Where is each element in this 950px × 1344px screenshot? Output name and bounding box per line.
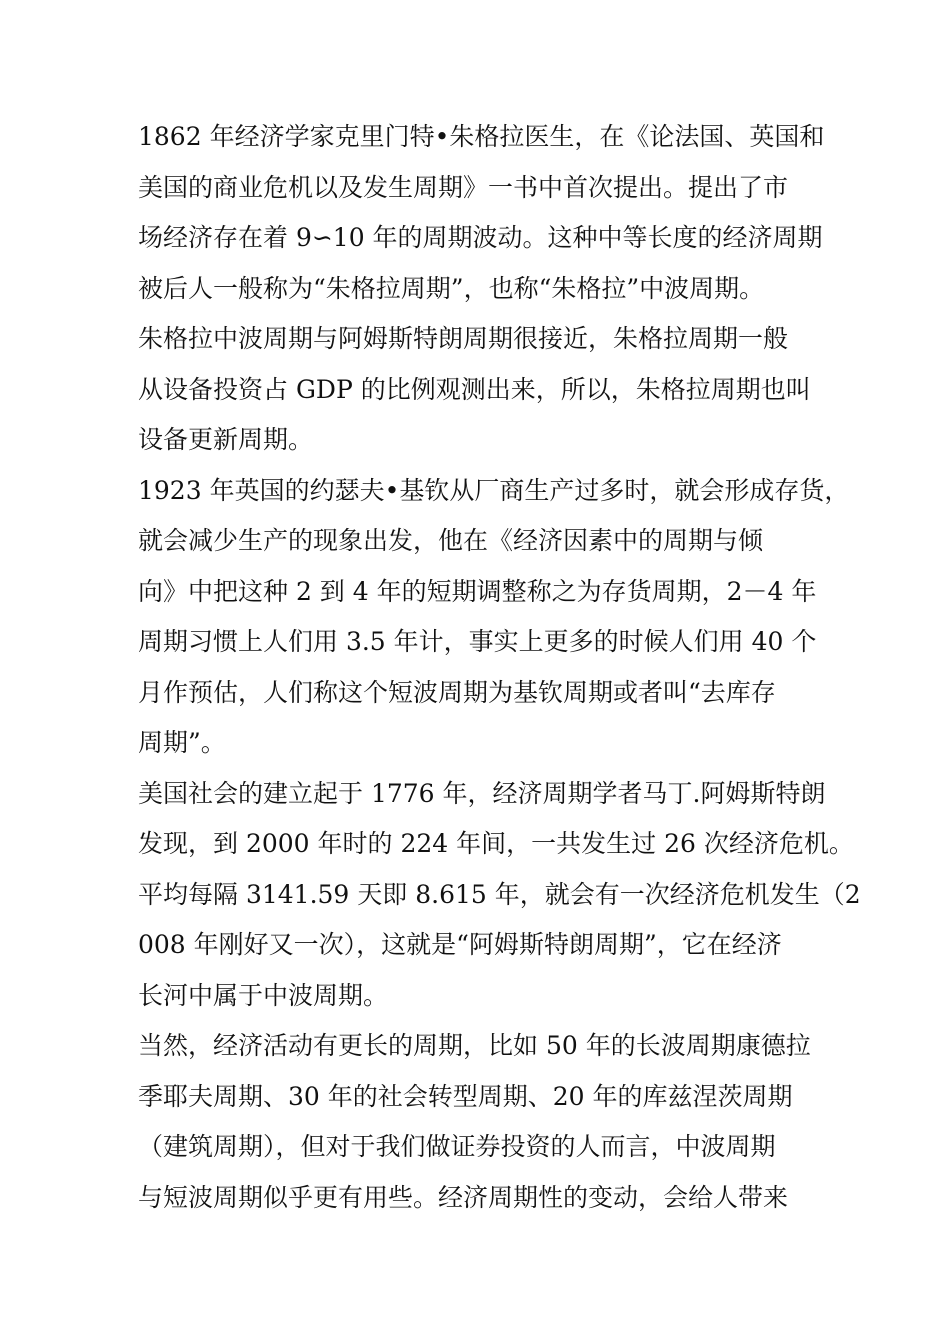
text-line: 当然，经济活动有更长的周期，比如 50 年的长波周期康德拉: [138, 1031, 811, 1060]
text-line: 被后人一般称为“朱格拉周期”，也称“朱格拉”中波周期。: [138, 273, 765, 303]
paragraph-armstrong-cycle: [138, 769, 861, 1022]
text-line: 美国社会的建立起于 1776 年，经济周期学者马丁.阿姆斯特朗: [138, 778, 826, 808]
text-line: 008 年刚好又一次），这就是“阿姆斯特朗周期”，它在经济: [138, 930, 782, 959]
text-line: 1923 年英国的约瑟夫•基钦从厂商生产过多时，就会形成存货，: [138, 475, 850, 505]
document-body: [138, 112, 861, 1223]
text-line: 月作预估，人们称这个短波周期为基钦周期或者叫“去库存: [138, 677, 776, 707]
text-line: 从设备投资占 GDP 的比例观测出来，所以，朱格拉周期也叫: [138, 374, 811, 404]
text-line: 周期习惯上人们用 3.5 年计，事实上更多的时候人们用 40 个: [138, 627, 817, 656]
text-line: 设备更新周期。: [138, 425, 314, 454]
text-line: 美国的商业危机以及发生周期》一书中首次提出。提出了市: [138, 172, 789, 202]
text-line: 发现，到 2000 年时的 224 年间，一共发生过 26 次经济危机。: [138, 829, 854, 858]
text-line: 平均每隔 3141.59 天即 8.615 年，就会有一次经济危机发生（2: [138, 879, 861, 909]
text-line: 1862 年经济学家克里门特•朱格拉医生，在《论法国、英国和: [138, 122, 825, 151]
text-line: 朱格拉中波周期与阿姆斯特朗周期很接近，朱格拉周期一般: [138, 324, 789, 353]
paragraph-kitchin-cycle: [138, 466, 850, 769]
text-line: 周期”。: [138, 728, 226, 757]
text-line: 向》中把这种 2 到 4 年的短期调整称之为存货周期，2－4 年: [138, 576, 817, 606]
text-line: 长河中属于中波周期。: [138, 980, 389, 1010]
paragraph-juglar-cycle: [138, 112, 838, 466]
text-line: （建筑周期），但对于我们做证券投资的人而言，中波周期: [138, 1132, 776, 1161]
text-line: 季耶夫周期、30 年的社会转型周期、20 年的库兹涅茨周期: [138, 1081, 793, 1111]
paragraph-longer-cycles: [138, 1021, 838, 1223]
text-line: 场经济存在着 9∽10 年的周期波动。这种中等长度的经济周期: [138, 223, 823, 252]
text-line: 与短波周期似乎更有用些。经济周期性的变动，会给人带来: [138, 1182, 789, 1212]
text-line: 就会减少生产的现象出发，他在《经济因素中的周期与倾: [138, 526, 764, 555]
